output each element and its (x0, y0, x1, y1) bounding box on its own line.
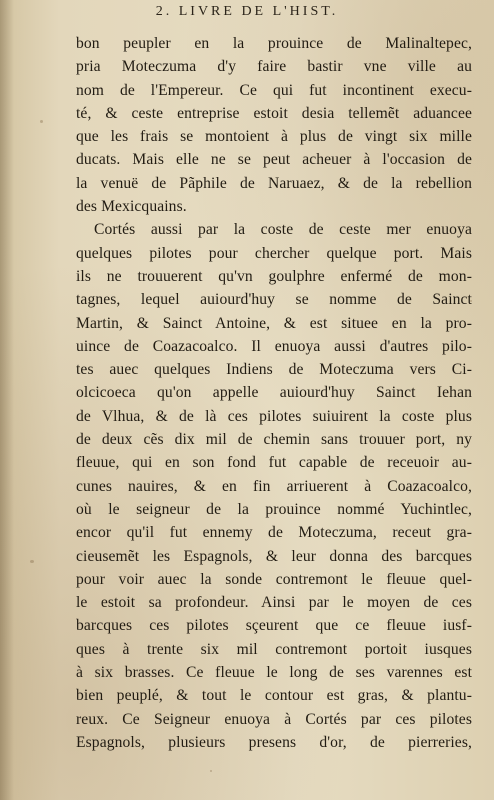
paper-speck (210, 770, 212, 772)
text-line: uince de Coazacoalco. Il enuoya aussi d'autres pilo- (76, 337, 472, 355)
body-text (76, 32, 472, 754)
text-line: cieusemẽt les Espagnols, & leur donna des barcques (76, 547, 472, 565)
text-line: reux. Ce Seigneur enuoya à Cortés par ces pilotes (76, 710, 472, 728)
text-line: de deux cẽs dix mil de chemin sans trouuer port, ny (76, 431, 472, 449)
paper-speck (40, 120, 43, 123)
text-line: pour voir auec la sonde contremont le fleuue quel- (76, 570, 472, 588)
text-line: que les frais se montoient à plus de vingt six mille (76, 128, 472, 146)
text-line: des Mexicquains. (76, 198, 187, 216)
text-line: Martin, & Sainct Antoine, & est situee en la pro- (76, 314, 472, 332)
text-line: bon peupler en la prouince de Malinaltepec, (76, 35, 472, 52)
text-line: Cortés aussi par la coste de ceste mer enuoya (94, 221, 472, 239)
text-line: encor qu'il fut ennemy de Moteczuma, receut gra- (76, 524, 472, 542)
text-line: tes auec quelques Indiens de Moteczuma vers Ci- (76, 361, 472, 379)
text-line: tagnes, lequel auiourd'huy se nomme de Sainct (76, 291, 472, 309)
paragraph-1 (76, 32, 472, 218)
text-line: ils ne trouuerent qu'vn goulphre enfermé de mon- (76, 267, 472, 285)
text-line: le estoit sa profondeur. Ainsi par le moyen de ces (76, 594, 472, 612)
text-line: ques à trente six mil contremont portoit iusques (76, 640, 472, 658)
text-line: Espagnols, plusieurs presens d'or, de pierreries, (76, 733, 472, 751)
paper-speck (30, 560, 34, 563)
text-line: cunes nauires, & en fin arriuerent à Coazacoalco, (76, 477, 472, 495)
text-line: fleuue, qui en son fond fut capable de receuoir au- (76, 454, 472, 472)
paper-speck (455, 720, 458, 722)
text-line: barcques ces pilotes sçeurent que ce fleuue iusf- (76, 617, 472, 635)
text-line: la venuë de Pãphile de Naruaez, & de la rebellion (76, 174, 472, 192)
paragraph-2 (76, 218, 472, 754)
text-line: nom de l'Empereur. Ce qui fut incontinent execu- (76, 81, 472, 99)
text-line: quelques pilotes pour chercher quelque port. Mais (76, 244, 472, 262)
text-line: bien peuplé, & tout le contour est gras, & plantu- (76, 687, 472, 705)
paper-speck (470, 300, 472, 302)
text-line: té, & ceste entreprise estoit desia tellemẽt aduancee (76, 104, 472, 122)
text-line: où le seigneur de la prouince nommé Yuchintlec, (76, 500, 472, 518)
gutter-shadow (0, 0, 14, 800)
text-line: ducats. Mais elle ne se peut acheuer à l'occasion de (76, 151, 472, 169)
running-head: 2. LIVRE DE L'HIST. (155, 4, 339, 19)
text-line: olcicoeca qu'on appelle auiourd'huy Sainct Iehan (76, 384, 472, 402)
text-line: de Vlhua, & de là ces pilotes suiuirent la coste plus (76, 407, 472, 425)
text-line: pria Moteczuma d'y faire bastir vne ville au (76, 58, 472, 76)
text-line: à six brasses. Ce fleuue le long de ses varennes est (76, 664, 472, 682)
